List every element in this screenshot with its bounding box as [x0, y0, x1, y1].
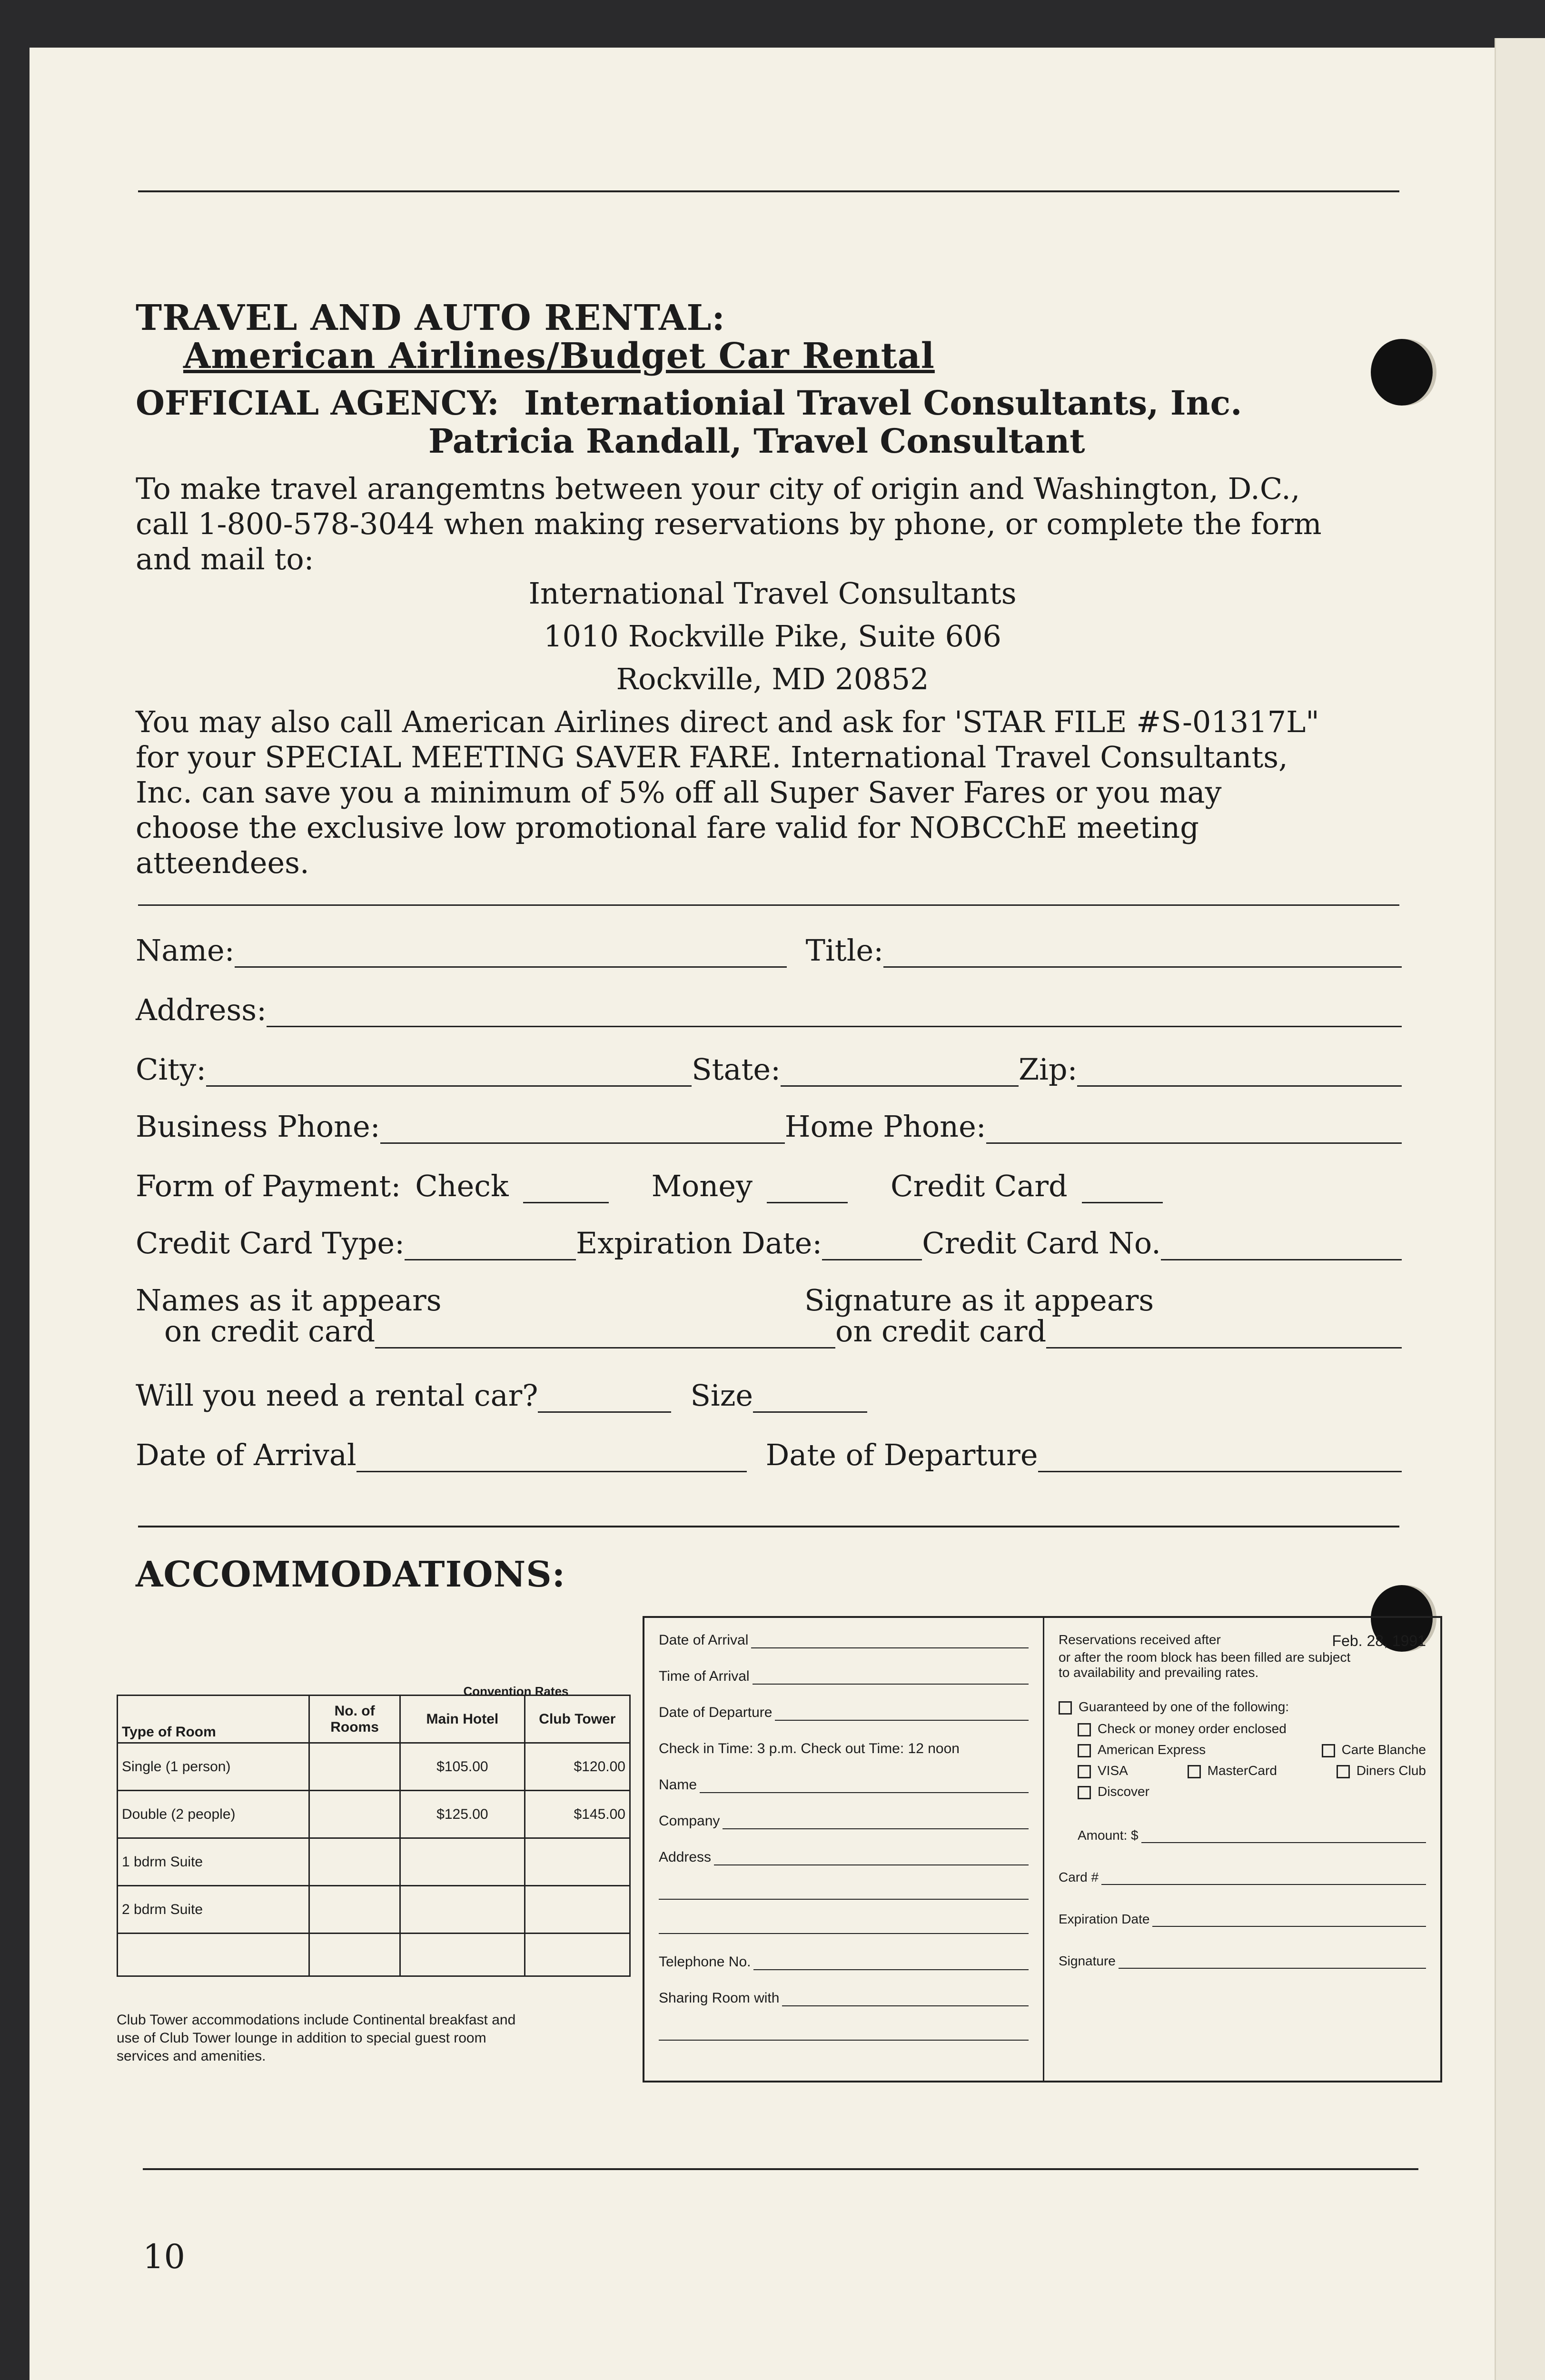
name-field[interactable]	[235, 938, 787, 968]
reservation-right-panel	[1044, 1618, 1440, 2081]
accommodations-divider	[138, 1526, 1399, 1527]
room-type-cell: 2 bdrm Suite	[118, 1886, 309, 1934]
room-type-cell: 1 bdrm Suite	[118, 1838, 309, 1886]
rooms-cell[interactable]	[309, 1743, 400, 1791]
club-tower-rate-cell	[525, 1886, 630, 1934]
signature-label-line2: on credit card	[835, 1314, 1047, 1349]
res-sharing-field-2[interactable]	[659, 2026, 1029, 2041]
departure-field[interactable]	[1038, 1442, 1402, 1472]
address-label: Address:	[136, 992, 267, 1027]
travel-heading: TRAVEL AND AUTO RENTAL:	[136, 298, 725, 338]
intro-paragraph	[136, 471, 1322, 577]
address-field[interactable]	[267, 997, 1402, 1027]
zip-field[interactable]	[1077, 1057, 1402, 1087]
visa-checkbox[interactable]	[1078, 1765, 1091, 1778]
names-row	[164, 1314, 835, 1349]
res-address-label: Address	[659, 1849, 712, 1865]
res-time-arrival-field[interactable]	[753, 1670, 1029, 1685]
diners-club-checkbox[interactable]	[1337, 1765, 1350, 1778]
reservation-left-panel	[644, 1618, 1044, 2081]
mailing-address	[0, 576, 1545, 697]
note-line: for your SPECIAL MEETING SAVER FARE. International Travel Consultants,	[136, 740, 1288, 774]
accommodations-heading: ACCOMMODATIONS:	[136, 1554, 566, 1595]
amount-label: Amount: $	[1078, 1828, 1139, 1843]
agency-name: Internationial Travel Consultants, Inc.	[524, 383, 1242, 423]
page-number: 10	[143, 2237, 186, 2276]
main-hotel-rate-cell: $125.00	[400, 1791, 525, 1838]
carrier-name: American Airlines/Budget Car Rental	[183, 336, 935, 377]
expiration-label: Expiration Date:	[576, 1226, 822, 1260]
res-sharing-field[interactable]	[782, 1992, 1029, 2006]
address-line: Rockville, MD 20852	[616, 662, 929, 696]
state-field[interactable]	[781, 1057, 1019, 1087]
home-phone-label: Home Phone:	[784, 1109, 986, 1144]
rental-row	[136, 1378, 902, 1413]
city-state-zip-row	[136, 1052, 1402, 1087]
state-label: State:	[692, 1052, 781, 1087]
club-tower-rate-cell: $120.00	[525, 1743, 630, 1791]
intro-line: and mail to:	[136, 542, 314, 576]
card-number-field[interactable]	[1101, 1871, 1426, 1885]
phone-row	[136, 1109, 1402, 1144]
note-line: Inc. can save you a minimum of 5% off all Super Saver Fares or you may	[136, 775, 1222, 810]
money-field[interactable]	[767, 1173, 848, 1203]
dates-row	[136, 1438, 1402, 1472]
signature-row	[835, 1314, 1402, 1349]
room-type-cell: Single (1 person)	[118, 1743, 309, 1791]
reservations-notice-line3: to availability and prevailing rates.	[1059, 1665, 1259, 1680]
binder-hole	[1371, 339, 1433, 406]
rooms-cell[interactable]	[309, 1791, 400, 1838]
col-header-club-tower: Club Tower	[525, 1696, 630, 1743]
size-label: Size	[690, 1378, 753, 1413]
guaranteed-checkbox[interactable]	[1059, 1701, 1072, 1715]
carte-blanche-label: Carte Blanche	[1341, 1742, 1426, 1757]
table-row	[118, 1934, 630, 1976]
address-line: International Travel Consultants	[528, 576, 1017, 611]
city-field[interactable]	[206, 1057, 692, 1087]
table-row	[118, 1743, 630, 1791]
discover-checkbox[interactable]	[1078, 1786, 1091, 1799]
reservation-deadline: Feb. 28, 1991	[1332, 1632, 1426, 1649]
res-address-field-3[interactable]	[659, 1920, 1029, 1934]
names-label-line1: Names as it appears	[136, 1283, 442, 1318]
card-row	[136, 1226, 1402, 1260]
res-telephone-label: Telephone No.	[659, 1954, 751, 1970]
card-signature-field[interactable]	[1119, 1954, 1426, 1969]
note-line: services and amenities.	[117, 2048, 266, 2064]
page-edge	[1495, 38, 1545, 2380]
check-money-label: Check or money order enclosed	[1098, 1721, 1287, 1736]
res-company-label: Company	[659, 1813, 720, 1829]
res-time-arrival-label: Time of Arrival	[659, 1668, 750, 1684]
arrival-label: Date of Arrival	[136, 1438, 357, 1472]
col-header-type: Type of Room	[118, 1696, 309, 1743]
title-field[interactable]	[883, 938, 1402, 968]
res-telephone-field[interactable]	[753, 1956, 1029, 1970]
main-hotel-rate-cell	[400, 1886, 525, 1934]
departure-label: Date of Departure	[765, 1438, 1038, 1472]
consultant-name: Patricia Randall, Travel Consultant	[428, 421, 1085, 461]
card-signature-label: Signature	[1059, 1954, 1116, 1968]
signature-field[interactable]	[1046, 1319, 1402, 1349]
rooms-cell[interactable]	[309, 1838, 400, 1886]
note-line: atteendees.	[136, 845, 309, 880]
carte-blanche-checkbox[interactable]	[1322, 1744, 1335, 1757]
res-name-field[interactable]	[700, 1779, 1029, 1793]
title-label: Title:	[805, 933, 884, 968]
res-arrival-label: Date of Arrival	[659, 1632, 749, 1648]
club-tower-rate-cell	[525, 1934, 630, 1976]
check-money-checkbox[interactable]	[1078, 1723, 1091, 1736]
payment-row	[136, 1169, 1402, 1203]
size-field[interactable]	[753, 1383, 867, 1413]
intro-line: call 1-800-578-3044 when making reservations by phone, or complete the form	[136, 506, 1322, 541]
rental-field[interactable]	[538, 1383, 671, 1413]
credit-card-label: Credit Card	[891, 1169, 1068, 1203]
rates-group-header: Convention Rates	[463, 1684, 569, 1698]
rental-label: Will you need a rental car?	[136, 1378, 538, 1413]
main-hotel-rate-cell	[400, 1934, 525, 1976]
address-row	[136, 992, 1402, 1027]
form-divider	[138, 904, 1399, 906]
room-type-cell	[118, 1934, 309, 1976]
reservations-notice: Reservations received after	[1059, 1632, 1221, 1647]
card-type-field[interactable]	[405, 1230, 576, 1260]
home-phone-field[interactable]	[986, 1114, 1402, 1144]
visa-label: VISA	[1098, 1763, 1128, 1778]
res-departure-label: Date of Departure	[659, 1705, 772, 1720]
intro-line: To make travel arangemtns between your city of origin and Washington, D.C.,	[136, 471, 1300, 506]
card-no-field[interactable]	[1161, 1230, 1402, 1260]
res-sharing-label: Sharing Room with	[659, 1990, 780, 2006]
reservation-form-box	[643, 1616, 1442, 2082]
note-line: choose the exclusive low promotional fare valid for NOBCChE meeting	[136, 810, 1199, 845]
club-tower-note	[117, 2011, 515, 2065]
arrival-field[interactable]	[357, 1442, 747, 1472]
amex-checkbox[interactable]	[1078, 1744, 1091, 1757]
rates-table	[117, 1695, 631, 1977]
bottom-divider	[143, 2168, 1418, 2170]
check-label: Check	[415, 1169, 509, 1203]
check-field[interactable]	[523, 1173, 609, 1203]
names-field[interactable]	[375, 1319, 835, 1349]
table-row	[118, 1838, 630, 1886]
table-row	[118, 1791, 630, 1838]
card-no-label: Credit Card No.	[922, 1226, 1161, 1260]
room-type-cell: Double (2 people)	[118, 1791, 309, 1838]
res-arrival-field[interactable]	[751, 1634, 1029, 1648]
discover-label: Discover	[1098, 1784, 1149, 1799]
signature-label-line1: Signature as it appears	[804, 1283, 1154, 1318]
checkin-times: Check in Time: 3 p.m. Check out Time: 12 noon	[659, 1741, 960, 1756]
business-phone-field[interactable]	[380, 1114, 785, 1144]
zip-label: Zip:	[1018, 1052, 1078, 1087]
expiration-field[interactable]	[822, 1230, 922, 1260]
guaranteed-label: Guaranteed by one of the following:	[1079, 1699, 1289, 1714]
card-type-label: Credit Card Type:	[136, 1226, 405, 1260]
club-tower-rate-cell	[525, 1838, 630, 1886]
col-header-rooms: No. of Rooms	[309, 1696, 400, 1743]
note-line: You may also call American Airlines direct and ask for 'STAR FILE #S-01317L"	[136, 704, 1319, 739]
names-label-line2: on credit card	[164, 1314, 376, 1349]
note-line: use of Club Tower lounge in addition to special guest room	[117, 2030, 486, 2046]
res-departure-field[interactable]	[775, 1706, 1029, 1721]
rooms-cell[interactable]	[309, 1934, 400, 1976]
city-label: City:	[136, 1052, 207, 1087]
amount-field[interactable]	[1141, 1829, 1426, 1843]
main-hotel-rate-cell	[400, 1838, 525, 1886]
diners-club-label: Diners Club	[1356, 1763, 1426, 1778]
amex-label: American Express	[1098, 1742, 1206, 1757]
club-tower-rate-cell: $145.00	[525, 1791, 630, 1838]
main-hotel-rate-cell: $105.00	[400, 1743, 525, 1791]
table-row	[118, 1886, 630, 1934]
name-title-row	[136, 933, 1402, 968]
col-header-main-hotel: Main Hotel	[400, 1696, 525, 1743]
card-expiration-label: Expiration Date	[1059, 1912, 1150, 1926]
note-line: Club Tower accommodations include Continental breakfast and	[117, 2012, 516, 2028]
res-company-field[interactable]	[723, 1815, 1029, 1829]
fare-note	[136, 704, 1319, 881]
agency-label: OFFICIAL AGENCY:	[136, 383, 499, 423]
res-address-field-2[interactable]	[659, 1885, 1029, 1900]
res-name-label: Name	[659, 1777, 697, 1793]
address-line: 1010 Rockville Pike, Suite 606	[544, 619, 1001, 654]
name-label: Name:	[136, 933, 235, 968]
credit-card-field[interactable]	[1082, 1173, 1163, 1203]
top-divider	[138, 190, 1399, 192]
mastercard-label: MasterCard	[1207, 1763, 1277, 1778]
money-label: Money	[651, 1169, 753, 1203]
payment-label: Form of Payment:	[136, 1169, 401, 1203]
rooms-cell[interactable]	[309, 1886, 400, 1934]
reservations-notice-line2: or after the room block has been filled are subject	[1059, 1650, 1351, 1665]
business-phone-label: Business Phone:	[136, 1109, 380, 1144]
card-number-label: Card #	[1059, 1870, 1099, 1884]
card-expiration-field[interactable]	[1152, 1913, 1426, 1927]
mastercard-checkbox[interactable]	[1188, 1765, 1201, 1778]
res-address-field[interactable]	[714, 1851, 1029, 1865]
